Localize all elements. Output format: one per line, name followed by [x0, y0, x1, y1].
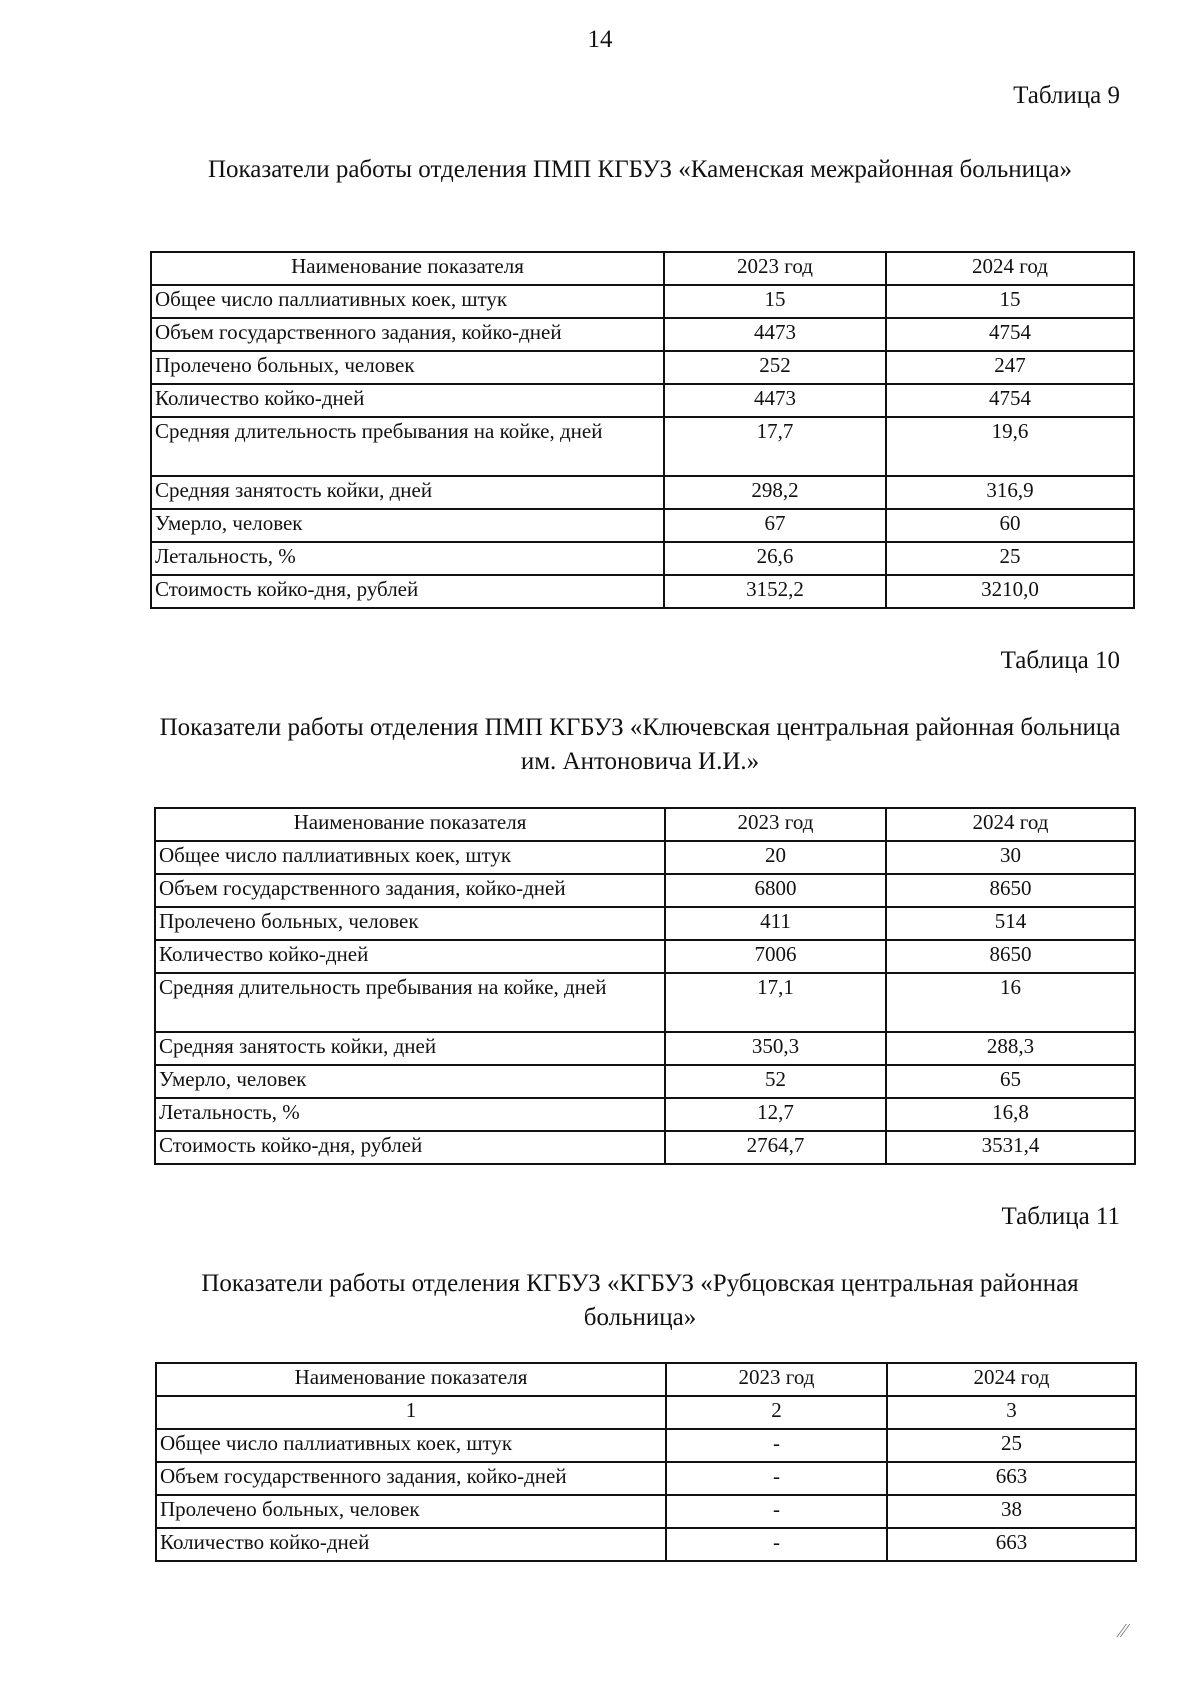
value-2024-cell: 65 — [886, 1065, 1135, 1098]
value-2023-cell: 4473 — [664, 318, 886, 351]
value-2024-cell: 60 — [886, 509, 1134, 542]
table-10-title: Показатели работы отделения ПМП КГБУЗ «Ключевская центральная районная больница им. Антоновича И.И.» — [159, 714, 1121, 775]
table-row — [155, 973, 1135, 1032]
value-2024-cell: 25 — [886, 542, 1134, 575]
table-row — [151, 351, 1134, 384]
column-number-row — [156, 1396, 1136, 1429]
table-row — [155, 1131, 1135, 1164]
table-row — [155, 1098, 1135, 1131]
value-2024-cell: 15 — [886, 285, 1134, 318]
indicator-name-cell: Количество койко-дней — [155, 940, 665, 973]
table-row — [151, 417, 1134, 476]
value-2023-cell: 6800 — [665, 874, 886, 907]
value-2023-cell: - — [666, 1528, 887, 1561]
value-2024-cell: 19,6 — [886, 417, 1134, 476]
header-cell: 2024 год — [886, 252, 1134, 285]
value-2024-cell: 288,3 — [886, 1032, 1135, 1065]
value-2024-cell: 316,9 — [886, 476, 1134, 509]
indicator-name-cell: Умерло, человек — [155, 1065, 665, 1098]
indicator-name-cell: Объем государственного задания, койко-дней — [151, 318, 664, 351]
header-cell: 2023 год — [665, 808, 886, 841]
value-2024-cell: 30 — [886, 841, 1135, 874]
value-2023-cell: 15 — [664, 285, 886, 318]
table-9-title: Показатели работы отделения ПМП КГБУЗ «Каменская межрайонная больница» — [207, 156, 1073, 183]
value-2024-cell: 247 — [886, 351, 1134, 384]
table-11-title: Показатели работы отделения КГБУЗ «КГБУЗ «Рубцовская центральная районная больница» — [201, 1270, 1079, 1331]
value-2023-cell: 298,2 — [664, 476, 886, 509]
value-2024-cell: 25 — [887, 1429, 1136, 1462]
value-2023-cell: - — [666, 1462, 887, 1495]
value-2023-cell: 52 — [665, 1065, 886, 1098]
value-2024-cell: 3210,0 — [886, 575, 1134, 608]
value-2023-cell: 7006 — [665, 940, 886, 973]
header-cell: Наименование показателя — [155, 808, 665, 841]
value-2024-cell: 8650 — [886, 940, 1135, 973]
value-2023-cell: 67 — [664, 509, 886, 542]
value-2024-cell: 38 — [887, 1495, 1136, 1528]
indicator-name-cell: Пролечено больных, человек — [156, 1495, 666, 1528]
value-2024-cell: 663 — [887, 1528, 1136, 1561]
header-cell: 2024 год — [886, 808, 1135, 841]
table-row — [156, 1429, 1136, 1462]
indicator-name-cell: Общее число паллиативных коек, штук — [151, 285, 664, 318]
indicator-name-cell: Пролечено больных, человек — [155, 907, 665, 940]
value-2023-cell: - — [666, 1495, 887, 1528]
table-9 — [150, 251, 1135, 609]
indicator-name-cell: Средняя занятость койки, дней — [155, 1032, 665, 1065]
indicator-name-cell: Объем государственного задания, койко-дней — [156, 1462, 666, 1495]
indicator-name-cell: Летальность, % — [155, 1098, 665, 1131]
table-row — [151, 384, 1134, 417]
indicator-name-cell: Умерло, человек — [151, 509, 664, 542]
page-number: 14 — [587, 26, 613, 53]
table-header-row — [156, 1363, 1136, 1396]
table-row — [155, 1032, 1135, 1065]
indicator-name-cell: Средняя длительность пребывания на койке, дней — [155, 973, 665, 1032]
indicator-name-cell: Средняя занятость койки, дней — [151, 476, 664, 509]
value-2024-cell: 663 — [887, 1462, 1136, 1495]
column-number-cell: 1 — [156, 1396, 666, 1429]
table-row — [151, 542, 1134, 575]
value-2023-cell: 12,7 — [665, 1098, 886, 1131]
header-cell: Наименование показателя — [156, 1363, 666, 1396]
table-row — [155, 907, 1135, 940]
header-cell: 2023 год — [664, 252, 886, 285]
value-2023-cell: 2764,7 — [665, 1131, 886, 1164]
value-2023-cell: 350,3 — [665, 1032, 886, 1065]
value-2024-cell: 3531,4 — [886, 1131, 1135, 1164]
table-row — [151, 575, 1134, 608]
indicator-name-cell: Общее число паллиативных коек, штук — [156, 1429, 666, 1462]
value-2023-cell: 252 — [664, 351, 886, 384]
indicator-name-cell: Объем государственного задания, койко-дней — [155, 874, 665, 907]
value-2024-cell: 16,8 — [886, 1098, 1135, 1131]
indicator-name-cell: Средняя длительность пребывания на койке, дней — [151, 417, 664, 476]
table-11-label: Таблица 11 — [1001, 1203, 1120, 1230]
header-cell: Наименование показателя — [151, 252, 664, 285]
table-row — [155, 1065, 1135, 1098]
table-row — [151, 318, 1134, 351]
value-2024-cell: 16 — [886, 973, 1135, 1032]
scan-mark-icon: ⁄⁄ — [1120, 1620, 1127, 1642]
value-2023-cell: - — [666, 1429, 887, 1462]
value-2023-cell: 17,1 — [665, 973, 886, 1032]
table-row — [156, 1495, 1136, 1528]
value-2024-cell: 4754 — [886, 318, 1134, 351]
column-number-cell: 2 — [666, 1396, 887, 1429]
table-header-row — [155, 808, 1135, 841]
table-header-row — [151, 252, 1134, 285]
header-cell: 2023 год — [666, 1363, 887, 1396]
table-row — [151, 285, 1134, 318]
table-row — [151, 509, 1134, 542]
table-11 — [155, 1362, 1137, 1562]
indicator-name-cell: Летальность, % — [151, 542, 664, 575]
table-10 — [154, 807, 1136, 1165]
value-2023-cell: 17,7 — [664, 417, 886, 476]
value-2024-cell: 514 — [886, 907, 1135, 940]
indicator-name-cell: Стоимость койко-дня, рублей — [155, 1131, 665, 1164]
value-2023-cell: 411 — [665, 907, 886, 940]
table-9-label: Таблица 9 — [1013, 82, 1120, 109]
table-row — [155, 940, 1135, 973]
value-2023-cell: 3152,2 — [664, 575, 886, 608]
table-row — [155, 841, 1135, 874]
table-row — [155, 874, 1135, 907]
value-2024-cell: 4754 — [886, 384, 1134, 417]
table-row — [156, 1528, 1136, 1561]
value-2024-cell: 8650 — [886, 874, 1135, 907]
header-cell: 2024 год — [887, 1363, 1136, 1396]
indicator-name-cell: Пролечено больных, человек — [151, 351, 664, 384]
table-row — [156, 1462, 1136, 1495]
table-10-label: Таблица 10 — [1000, 647, 1120, 674]
indicator-name-cell: Количество койко-дней — [151, 384, 664, 417]
column-number-cell: 3 — [887, 1396, 1136, 1429]
indicator-name-cell: Количество койко-дней — [156, 1528, 666, 1561]
value-2023-cell: 20 — [665, 841, 886, 874]
indicator-name-cell: Стоимость койко-дня, рублей — [151, 575, 664, 608]
indicator-name-cell: Общее число паллиативных коек, штук — [155, 841, 665, 874]
value-2023-cell: 26,6 — [664, 542, 886, 575]
table-row — [151, 476, 1134, 509]
value-2023-cell: 4473 — [664, 384, 886, 417]
